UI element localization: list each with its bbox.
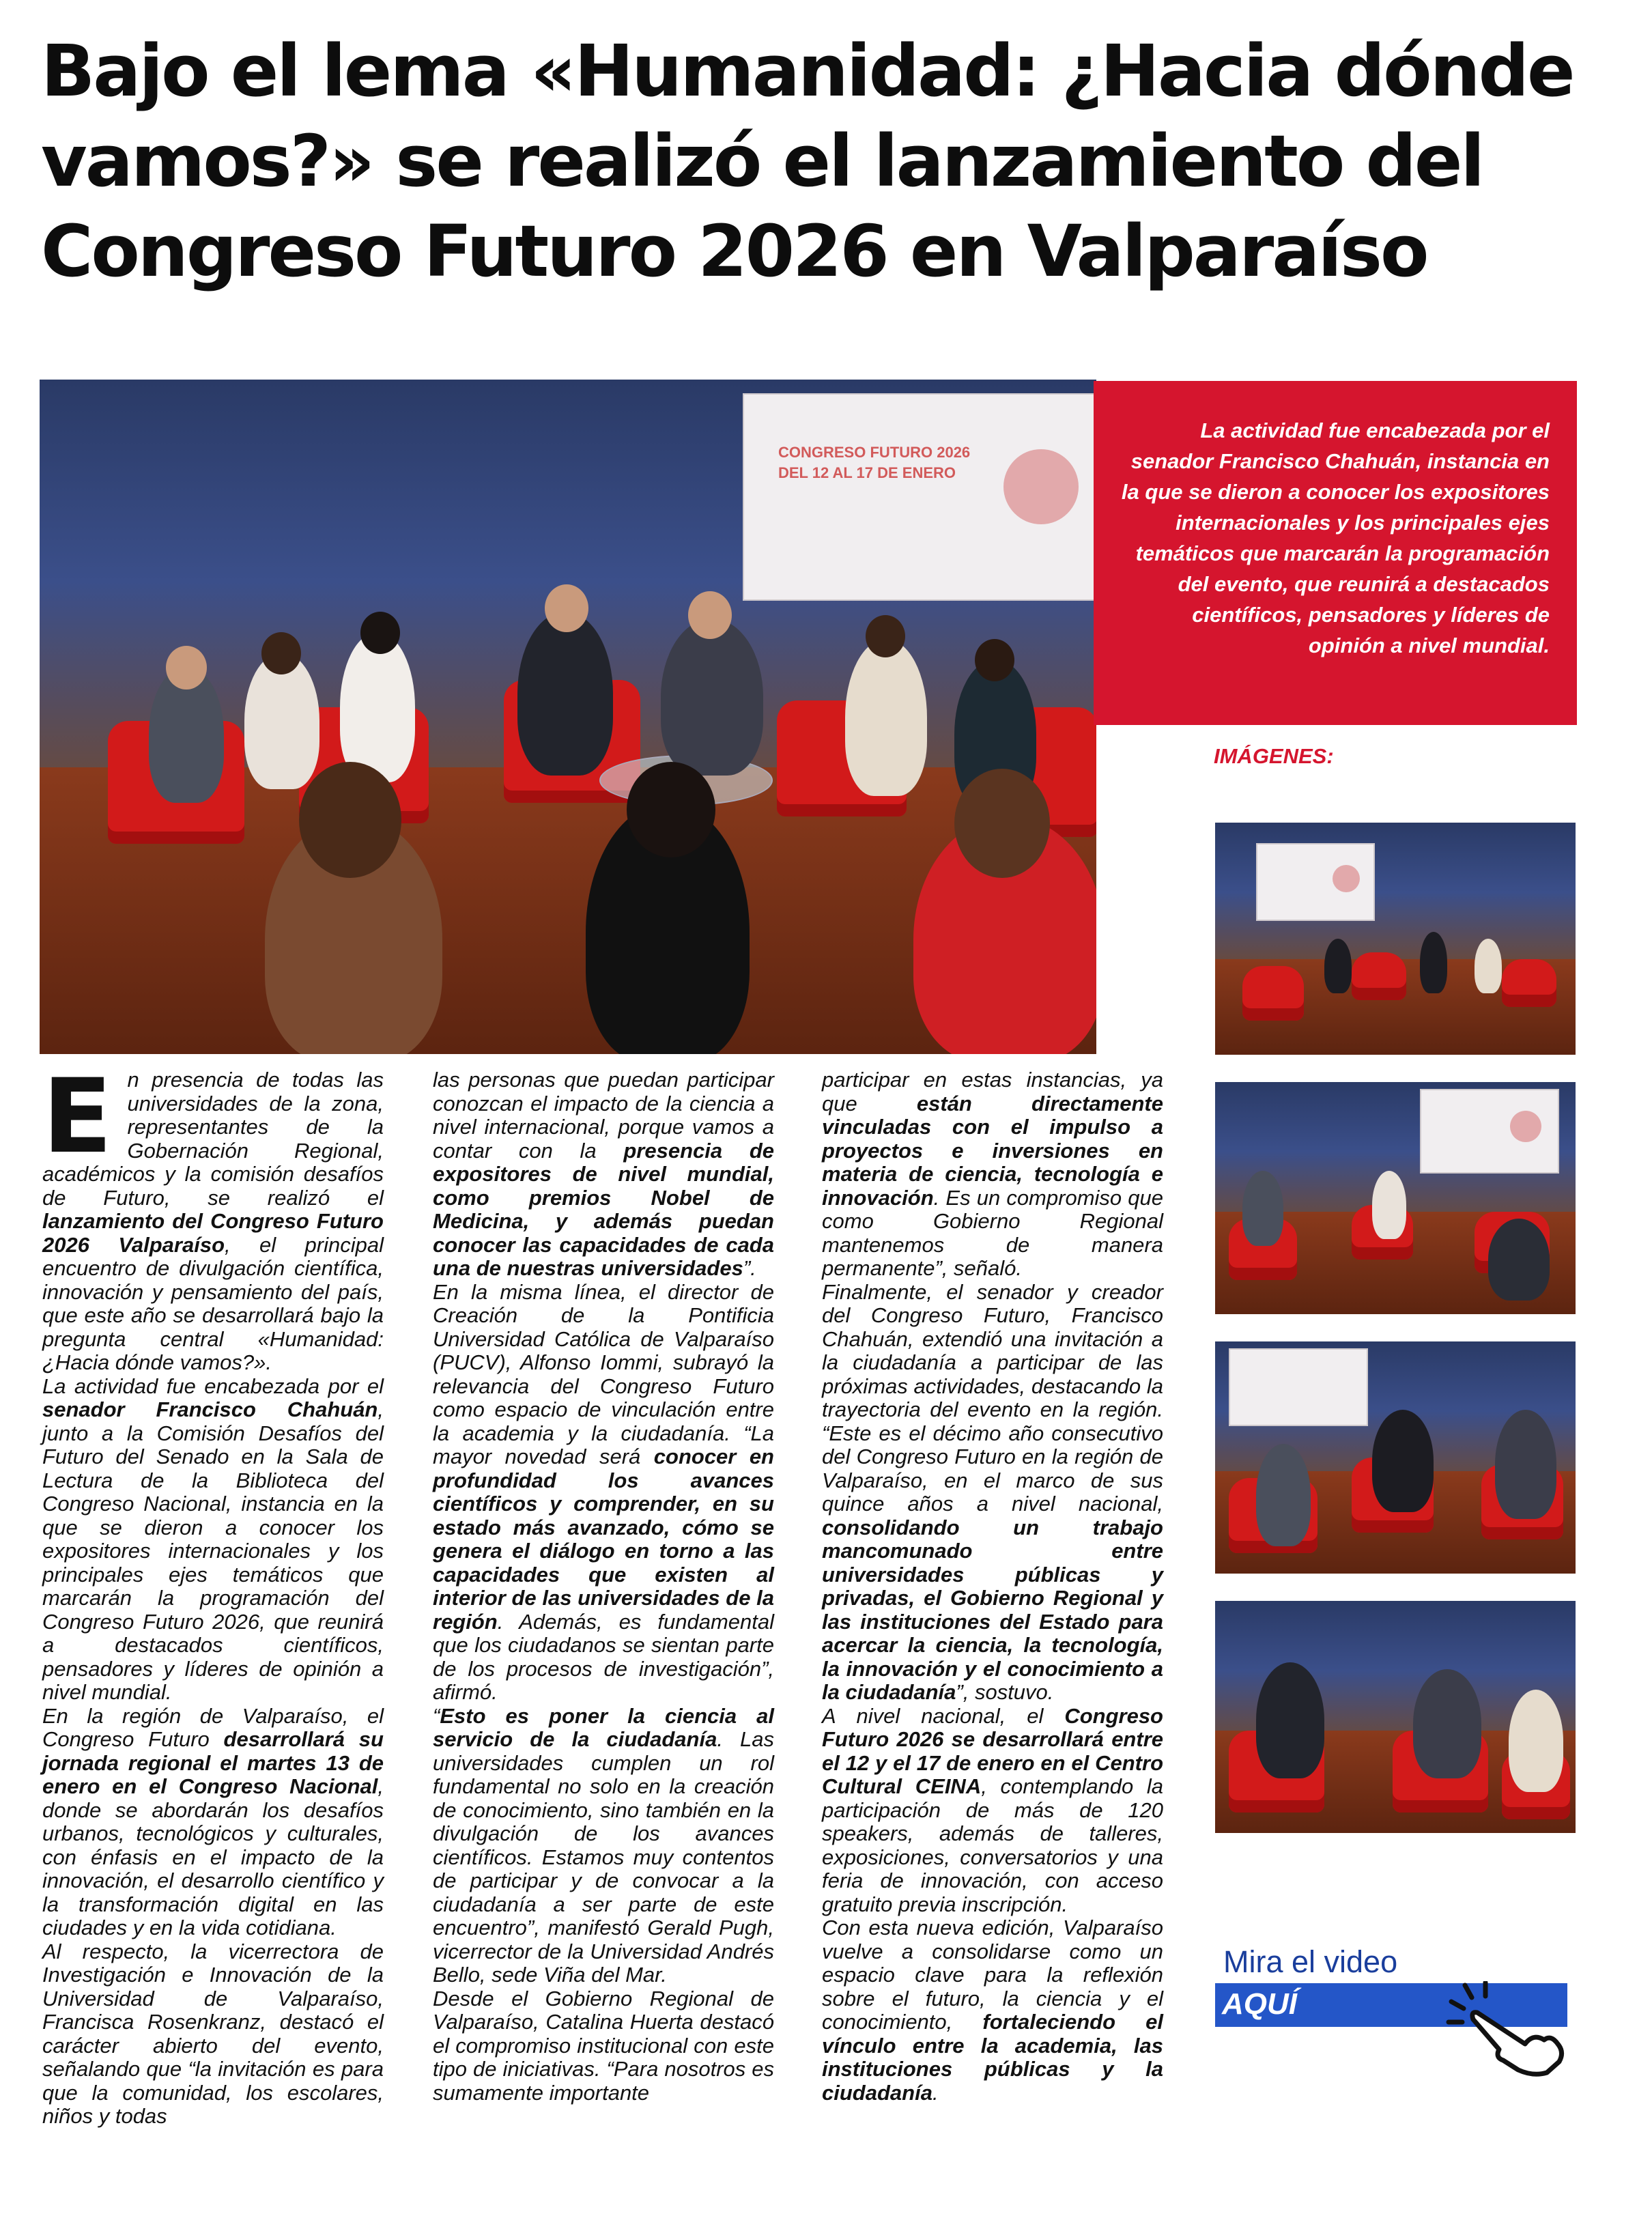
paragraph: las personas que puedan participar conozcan el impacto de la ciencia a nivel internacional, porque vamos a contar con la presencia de expositores de nivel mundial, como premios Nobel de Medicina, y además puedan conocer las capacidades de cada una de nuestras universidades”. xyxy=(433,1068,775,1280)
caption-text: La actividad fue encabezada por el senador Francisco Chahuán, instancia en la que se dieron a conocer los expositores internacionales y los principales ejes temáticos que marcarán la programación del evento, que reunirá a destacados científicos, pensadores y líderes de opinión a nivel mundial. xyxy=(1121,418,1550,657)
main-event-photo xyxy=(40,380,1096,1054)
article-column-2 xyxy=(433,1068,774,2202)
gallery-photo-3[interactable] xyxy=(1215,1341,1576,1574)
paragraph: participar en estas instancias, ya que están directamente vinculadas con el impulso a proyectos e inversiones en materia de ciencia, tecnología e innovación. Es un compromiso que como Gobierno Regional mantenemos de manera permanente”, señaló. xyxy=(822,1068,1163,1280)
paragraph: Con esta nueva edición, Valparaíso vuelve a consolidarse como un espacio clave para la reflexión sobre el futuro, la ciencia y el conocimiento, fortaleciendo el vínculo entre la academia, las instituciones públicas y la ciudadanía. xyxy=(822,1916,1163,2105)
gallery-photo-4[interactable] xyxy=(1215,1601,1576,1833)
images-label: IMÁGENES: xyxy=(1214,744,1334,768)
article-headline: Bajo el lema «Humanidad: ¿Hacia dónde vamos?» se realizó el lanzamiento del Congreso Futuro 2026 en Valparaíso xyxy=(41,29,1573,293)
paragraph: La actividad fue encabezada por el senador Francisco Chahuán, junto a la Comisión Desafíos del Futuro del Senado en la Sala de Lectura de la Biblioteca del Congreso Nacional, instancia en la que se dieron a conocer los expositores internacionales y los principales ejes temáticos que marcarán la programación del Congreso Futuro 2026, que reunirá a destacados científicos, pensadores y líderes de opinión a nivel mundial. xyxy=(42,1374,384,1704)
paragraph: En la misma línea, el director de Creación de la Pontificia Universidad Católica de Valparaíso (PUCV), Alfonso Iommi, subrayó la relevancia del Congreso Futuro como espacio de vinculación entre la academia y la ciudadanía. “La mayor novedad será conocer en profundidad los avances científicos y comprender, en su estado más avanzado, cómo se genera el diálogo en torno a las capacidades que existen al interior de las universidades de la región. Además, es fundamental que los ciudadanos se sientan parte de los procesos de investigación”, afirmó. xyxy=(433,1279,774,1704)
screen-title: CONGRESO FUTURO 2026 DEL 12 AL 17 DE ENERO xyxy=(778,444,971,481)
caption-box xyxy=(1094,381,1577,725)
drop-cap: E xyxy=(42,1057,113,1176)
article-column-1 xyxy=(42,1057,384,2202)
paragraph: Al respecto, la vicerrectora de Investigación e Innovación de la Universidad de Valparaíso, Francisca Rosenkranz, destacó el carácter abierto del evento, señalando que “la invitación es para que la comunidad, los escolares, niños y todas xyxy=(42,1939,384,2128)
article-column-3 xyxy=(822,1068,1163,2202)
watch-video-button-label: AQUÍ xyxy=(1222,1987,1297,2021)
paragraph: Desde el Gobierno Regional de Valparaíso, Catalina Huerta destacó el compromiso institucional con este tipo de iniciativas. “Para nosotros es sumamente importante xyxy=(433,1986,774,2105)
pointing-hand-icon xyxy=(1444,1981,1567,2077)
gallery-photo-1[interactable] xyxy=(1215,823,1576,1055)
paragraph: A nivel nacional, el Congreso Futuro 2026 se desarrollará entre el 12 y el 17 de enero en el Centro Cultural CEINA, contemplando la participación de más de 120 speakers, además de talleres, exposiciones, conversatorios y una feria de innovación, con acceso gratuito previa inscripción. xyxy=(822,1703,1163,1916)
watch-video-label: Mira el video xyxy=(1223,1944,1398,1979)
article-body xyxy=(42,1057,1196,2202)
paragraph: En la región de Valparaíso, el Congreso Futuro desarrollará su jornada regional el martes 13 de enero en el Congreso Nacional, donde se abordarán los desafíos urbanos, tecnológicos y culturales, con énfasis en el impacto de la innovación, el desarrollo científico y la transformación digital en las ciudades y en la vida cotidiana. xyxy=(42,1703,384,1939)
gallery-photo-2[interactable] xyxy=(1215,1082,1576,1314)
paragraph: Finalmente, el senador y creador del Congreso Futuro, Francisco Chahuán, extendió una invitación a la ciudadanía a participar de las próximas actividades, destacando la trayectoria del evento en la región. “Este es el décimo año consecutivo del Congreso Futuro en la región de Valparaíso, en el marco de sus quince años a nivel nacional, consolidando un trabajo mancomunado entre universidades públicas y privadas, el Gobierno Regional y las instituciones del Estado para acercar la ciencia, la tecnología, la innovación y el conocimiento a la ciudadanía”, sostuvo. xyxy=(822,1279,1163,1704)
paragraph: En presencia de todas las universidades de la zona, representantes de la Gobernación Regional, académicos y la comisión desafíos de Futuro, se realizó el lanzamiento del Congreso Futuro 2026 Valparaíso, el principal encuentro de divulgación científica, innovación y pensamiento del país, que este año se desarrollará bajo la pregunta central «Humanidad: ¿Hacia dónde vamos?». xyxy=(42,1057,384,1374)
paragraph: “Esto es poner la ciencia al servicio de la ciudadanía. Las universidades cumplen un rol fundamental no solo en la creación de conocimiento, sino también en la divulgación de los avances científicos. Estamos muy contentos de participar y de convocar a la ciudadanía a ser parte de este encuentro”, manifestó Gerald Pugh, vicerrector de la Universidad Andrés Bello, sede Viña del Mar. xyxy=(433,1703,774,1987)
